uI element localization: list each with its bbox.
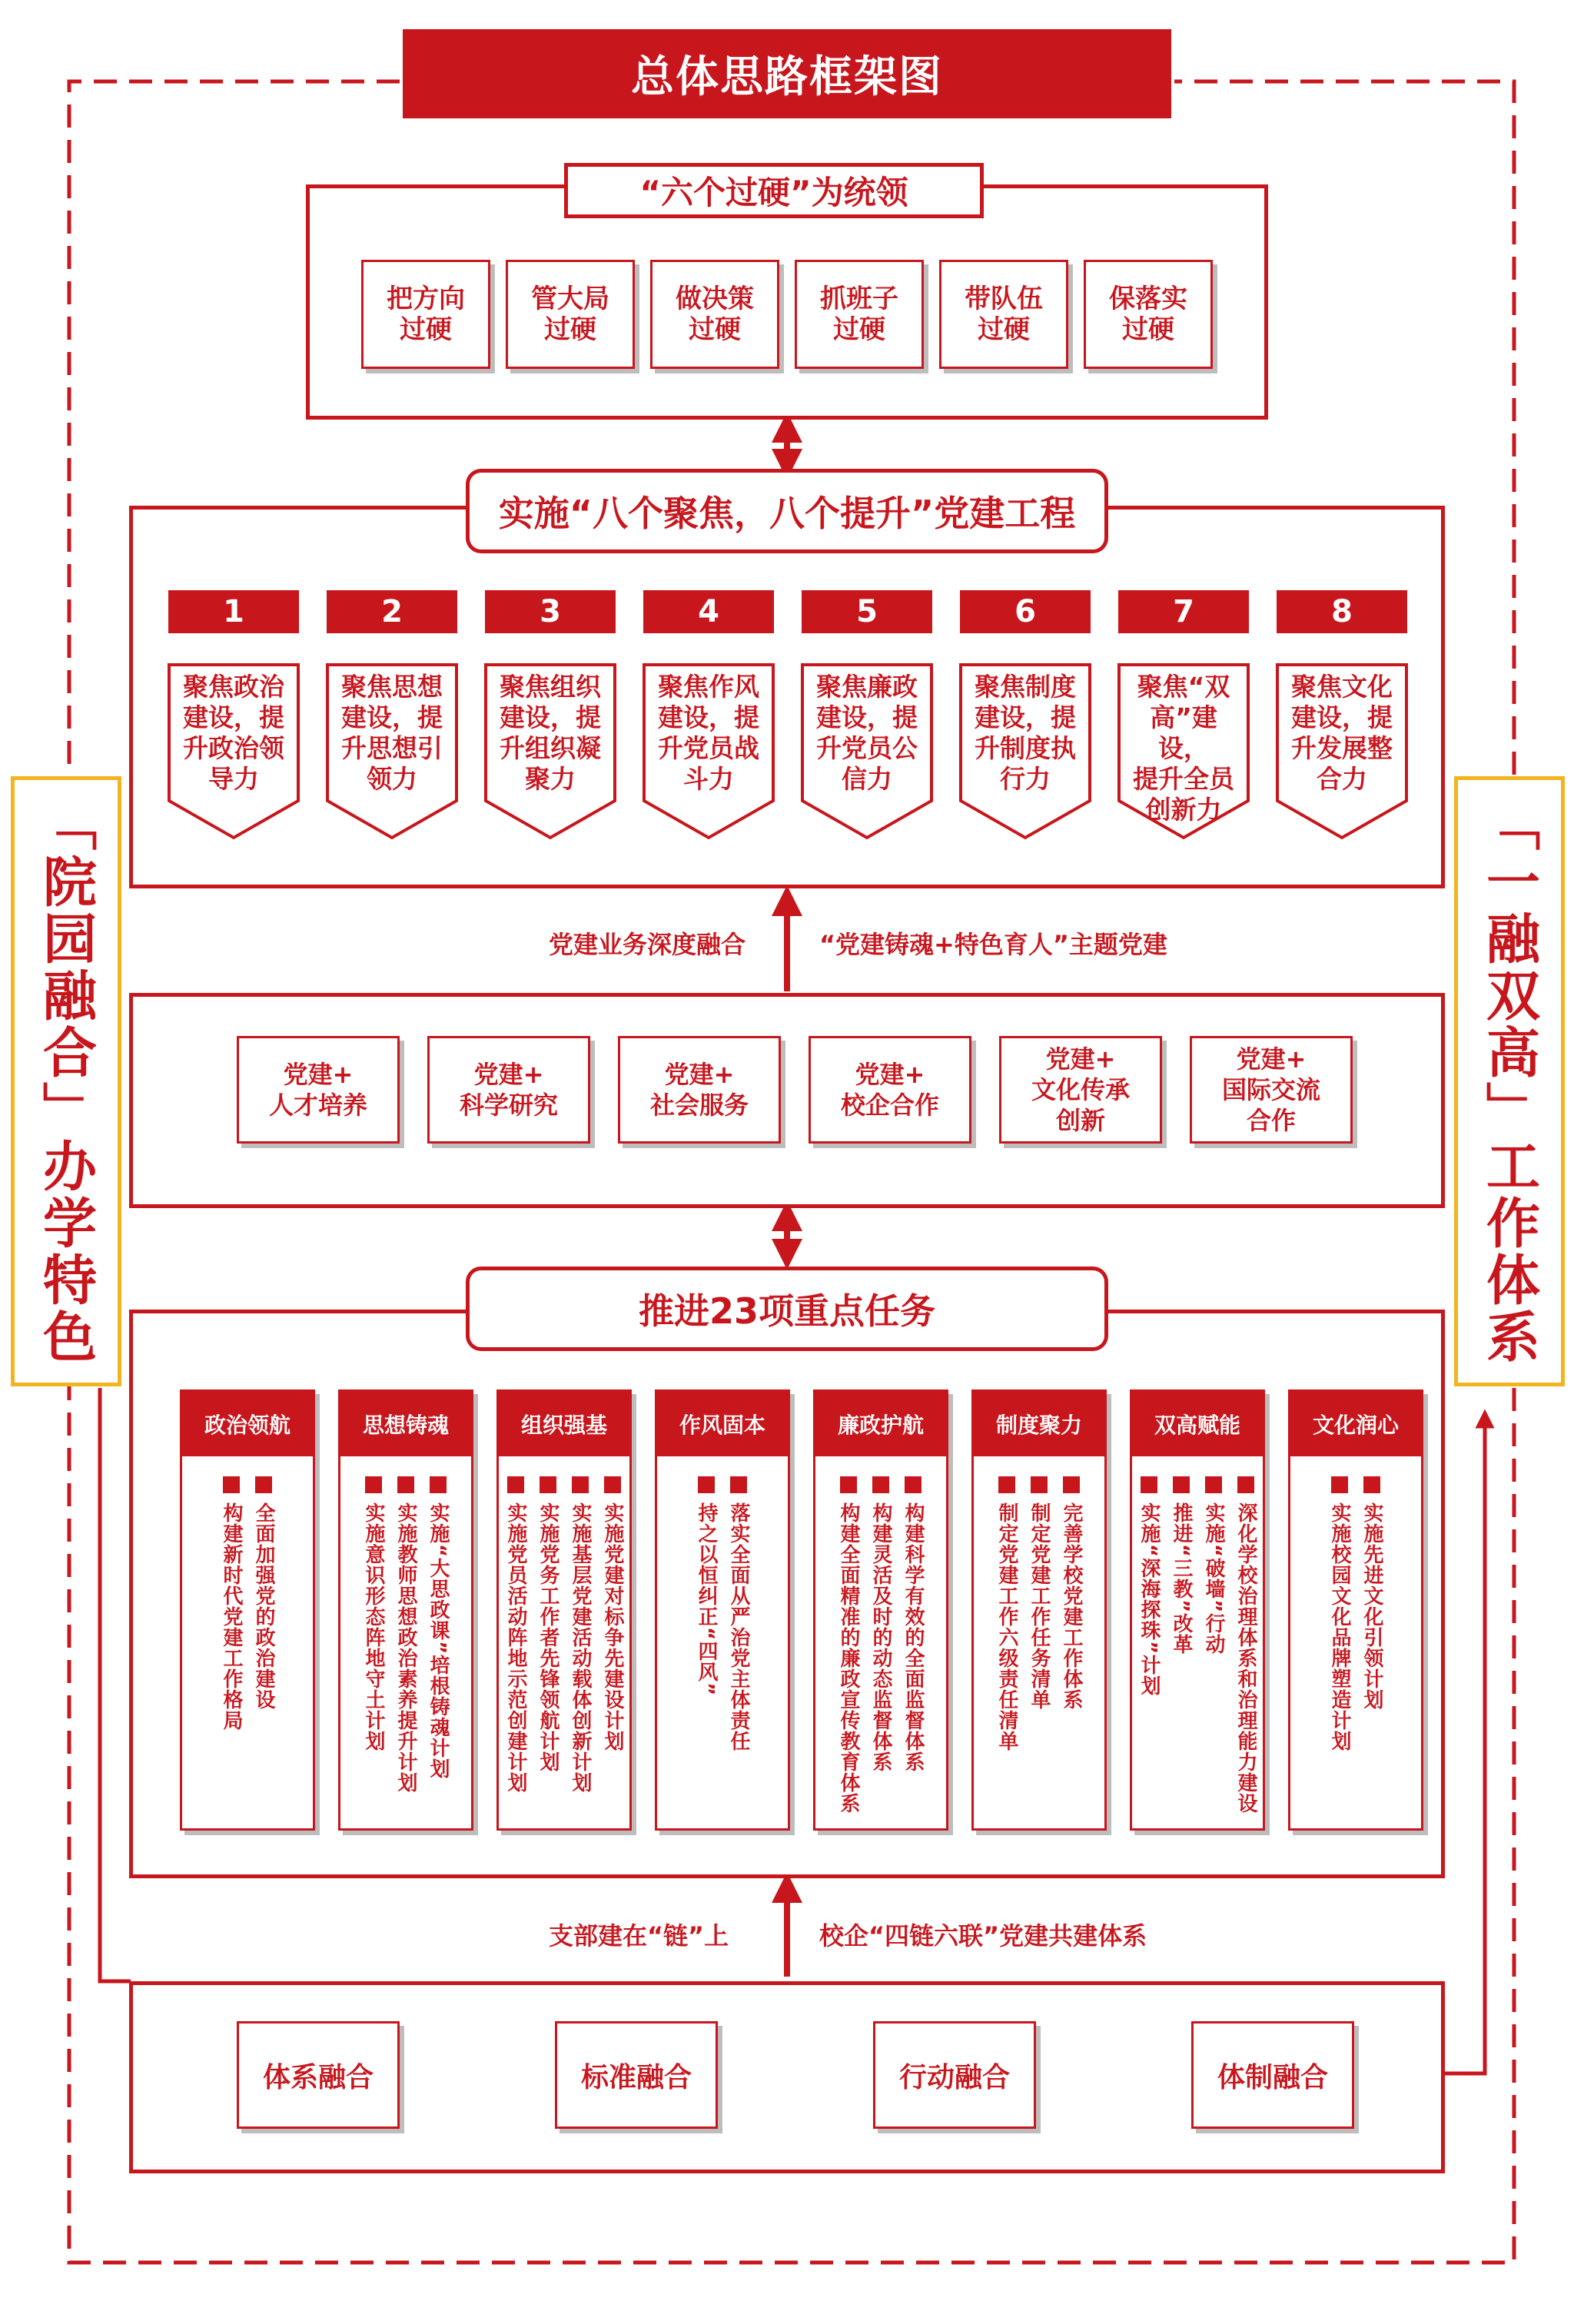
task-marker xyxy=(872,1476,889,1493)
task-column-head: 制度聚力 xyxy=(974,1392,1104,1456)
task-text: 全面加强党的政治建设 xyxy=(252,1502,275,1710)
task-list xyxy=(499,1476,629,1793)
merge-box-4: 体制融合 xyxy=(1191,2021,1354,2129)
task-list xyxy=(657,1476,788,1751)
task-marker xyxy=(1205,1476,1222,1493)
task-marker xyxy=(1031,1476,1048,1493)
task-text: 持之以恒纠正“四风” xyxy=(695,1502,718,1697)
six-hard-title: “六个过硬”为统领 xyxy=(564,163,984,218)
task-marker xyxy=(905,1476,921,1493)
main-title: 总体思路框架图 xyxy=(403,29,1171,118)
eight-focus-title: 实施“八个聚焦，八个提升”党建工程 xyxy=(466,469,1108,553)
task-column-2 xyxy=(338,1389,473,1831)
six-hard-box-5: 带队伍 过硬 xyxy=(939,260,1068,369)
task-marker xyxy=(223,1476,240,1493)
focus-text-4: 聚焦作风 建设，提 升党员战 斗力 xyxy=(658,672,759,794)
task-item xyxy=(1138,1476,1160,1814)
side-feedback-right xyxy=(1443,1419,1485,2073)
task-list xyxy=(815,1476,946,1814)
focus-text-6: 聚焦制度 建设，提 升制度执 行力 xyxy=(975,672,1076,794)
side-label-left xyxy=(11,776,121,1386)
task-text: 实施“深海探珠”计划 xyxy=(1137,1502,1161,1697)
task-item xyxy=(395,1476,417,1793)
task-marker xyxy=(604,1476,621,1493)
task-text: 制定党建工作任务清单 xyxy=(1028,1502,1051,1710)
task-list xyxy=(1290,1476,1421,1751)
task-column-7 xyxy=(1130,1389,1265,1831)
focus-text-7: 聚焦“双 高”建设， 提升全员 创新力 xyxy=(1133,672,1234,825)
task-text: 推进“三教”改革 xyxy=(1170,1502,1193,1655)
task-item xyxy=(696,1476,717,1751)
task-item xyxy=(1361,1476,1383,1751)
task-marker xyxy=(1173,1476,1190,1493)
side-label-left-text: 「院园融合」办学特色 xyxy=(34,797,98,1366)
task-item xyxy=(363,1476,384,1793)
task-item xyxy=(902,1476,924,1814)
task-marker xyxy=(430,1476,447,1493)
business-box-5: 党建+ 文化传承 创新 xyxy=(999,1036,1162,1144)
task-column-head: 作风固本 xyxy=(657,1392,788,1456)
task-marker xyxy=(1331,1476,1348,1493)
task-text: 实施先进文化引领计划 xyxy=(1360,1502,1383,1710)
focus-text-2: 聚焦思想 建设，提 升思想引 领力 xyxy=(341,672,443,794)
task-column-4 xyxy=(655,1389,790,1831)
task-text: 构建全面精准的廉政宣传教育体系 xyxy=(837,1502,860,1814)
six-hard-box-6: 保落实 过硬 xyxy=(1084,260,1213,369)
link-upper-left: 党建业务深度融合 xyxy=(549,930,746,959)
focus-number-3: 3 xyxy=(485,590,616,633)
task-item xyxy=(838,1476,859,1814)
task-marker xyxy=(1063,1476,1080,1493)
task-item xyxy=(1171,1476,1192,1814)
merge-box-3: 行动融合 xyxy=(873,2021,1036,2129)
focus-number-2: 2 xyxy=(327,590,457,633)
task-column-head: 廉政护航 xyxy=(815,1392,946,1456)
task-item xyxy=(996,1476,1018,1751)
task-marker xyxy=(698,1476,715,1493)
tasks-title: 推进23项重点任务 xyxy=(466,1267,1108,1351)
six-hard-box-1: 把方向 过硬 xyxy=(361,260,490,369)
task-text: 构建灵活及时的动态监督体系 xyxy=(869,1502,892,1772)
focus-number-1: 1 xyxy=(168,590,299,633)
task-marker xyxy=(840,1476,857,1493)
focus-text-1: 聚焦政治 建设，提 升政治领 导力 xyxy=(183,672,284,794)
task-marker xyxy=(730,1476,747,1493)
business-box-3: 党建+ 社会服务 xyxy=(618,1036,781,1144)
task-text: 实施“大思政课”培根铸魂计划 xyxy=(427,1502,450,1780)
task-marker xyxy=(397,1476,414,1493)
focus-text-3: 聚焦组织 建设，提 升组织凝 聚力 xyxy=(500,672,601,794)
focus-number-7: 7 xyxy=(1118,590,1249,633)
task-marker xyxy=(1141,1476,1157,1493)
task-item xyxy=(505,1476,526,1793)
task-text: 实施意识形态阵地守土计划 xyxy=(362,1502,385,1751)
task-column-head: 政治领航 xyxy=(182,1392,313,1456)
task-item xyxy=(537,1476,559,1793)
task-text: 实施党建对标争先建设计划 xyxy=(601,1502,624,1751)
focus-number-4: 4 xyxy=(643,590,774,633)
task-item xyxy=(870,1476,892,1814)
task-item xyxy=(221,1476,242,1731)
task-item xyxy=(1028,1476,1050,1751)
task-item xyxy=(569,1476,591,1793)
task-item xyxy=(728,1476,749,1751)
link-upper-right: “党建铸魂+特色育人”主题党建 xyxy=(819,930,1167,959)
task-list xyxy=(340,1476,471,1793)
task-column-head: 组织强基 xyxy=(499,1392,629,1456)
task-marker xyxy=(1237,1476,1254,1493)
business-box-2: 党建+ 科学研究 xyxy=(427,1036,590,1144)
task-column-6 xyxy=(971,1389,1107,1831)
merge-box-1: 体系融合 xyxy=(237,2021,400,2129)
focus-number-6: 6 xyxy=(960,590,1091,633)
task-marker xyxy=(507,1476,524,1493)
task-column-head: 双高赋能 xyxy=(1132,1392,1263,1456)
task-item xyxy=(602,1476,623,1793)
link-lower-left: 支部建在“链”上 xyxy=(549,1921,729,1950)
task-marker xyxy=(572,1476,589,1493)
business-box-1: 党建+ 人才培养 xyxy=(237,1036,400,1144)
task-text: 实施“破墙”行动 xyxy=(1202,1502,1225,1655)
task-column-5 xyxy=(813,1389,948,1831)
focus-number-8: 8 xyxy=(1277,590,1407,633)
side-label-right-text: 「一融双高」工作体系 xyxy=(1477,797,1541,1366)
task-text: 构建科学有效的全面监督体系 xyxy=(902,1502,925,1772)
link-lower-right: 校企“四链六联”党建共建体系 xyxy=(819,1921,1147,1950)
task-marker xyxy=(540,1476,556,1493)
task-text: 实施教师思想政治素养提升计划 xyxy=(394,1502,417,1793)
six-hard-box-4: 抓班子 过硬 xyxy=(795,260,924,369)
task-list xyxy=(182,1476,313,1731)
six-hard-box-3: 做决策 过硬 xyxy=(650,260,779,369)
task-column-3 xyxy=(496,1389,632,1831)
task-text: 落实全面从严治党主体责任 xyxy=(727,1502,750,1751)
task-item xyxy=(1329,1476,1350,1751)
task-text: 实施基层党建活动载体创新计划 xyxy=(569,1502,592,1793)
task-item xyxy=(253,1476,274,1731)
task-item xyxy=(1061,1476,1082,1751)
task-marker xyxy=(365,1476,382,1493)
task-column-1 xyxy=(180,1389,315,1831)
task-item xyxy=(427,1476,449,1793)
side-label-right xyxy=(1454,776,1565,1386)
task-list xyxy=(1132,1476,1263,1814)
task-text: 实施党务工作者先锋领航计划 xyxy=(536,1502,560,1772)
focus-text-5: 聚焦廉政 建设，提 升党员公 信力 xyxy=(816,672,918,794)
business-box-4: 党建+ 校企合作 xyxy=(809,1036,971,1144)
task-marker xyxy=(998,1476,1015,1493)
six-hard-box-2: 管大局 过硬 xyxy=(506,260,635,369)
task-column-8 xyxy=(1288,1389,1423,1831)
task-item xyxy=(1235,1476,1257,1814)
merge-box-2: 标准融合 xyxy=(555,2021,718,2129)
task-text: 深化学校治理体系和治理能力建设 xyxy=(1234,1502,1257,1814)
task-text: 实施校园文化品牌塑造计划 xyxy=(1328,1502,1351,1751)
task-column-head: 文化润心 xyxy=(1290,1392,1421,1456)
side-feedback-left xyxy=(100,1388,131,1981)
task-text: 构建新时代党建工作格局 xyxy=(220,1502,243,1731)
task-list xyxy=(974,1476,1104,1751)
task-marker xyxy=(1363,1476,1380,1493)
focus-number-5: 5 xyxy=(802,590,932,633)
task-text: 制定党建工作六级责任清单 xyxy=(995,1502,1018,1751)
focus-text-8: 聚焦文化 建设，提 升发展整 合力 xyxy=(1291,672,1393,794)
task-column-head: 思想铸魂 xyxy=(340,1392,471,1456)
task-text: 实施党员活动阵地示范创建计划 xyxy=(504,1502,527,1793)
task-marker xyxy=(255,1476,272,1493)
task-text: 完善学校党建工作体系 xyxy=(1060,1502,1083,1710)
task-item xyxy=(1203,1476,1224,1814)
business-box-6: 党建+ 国际交流 合作 xyxy=(1190,1036,1353,1144)
